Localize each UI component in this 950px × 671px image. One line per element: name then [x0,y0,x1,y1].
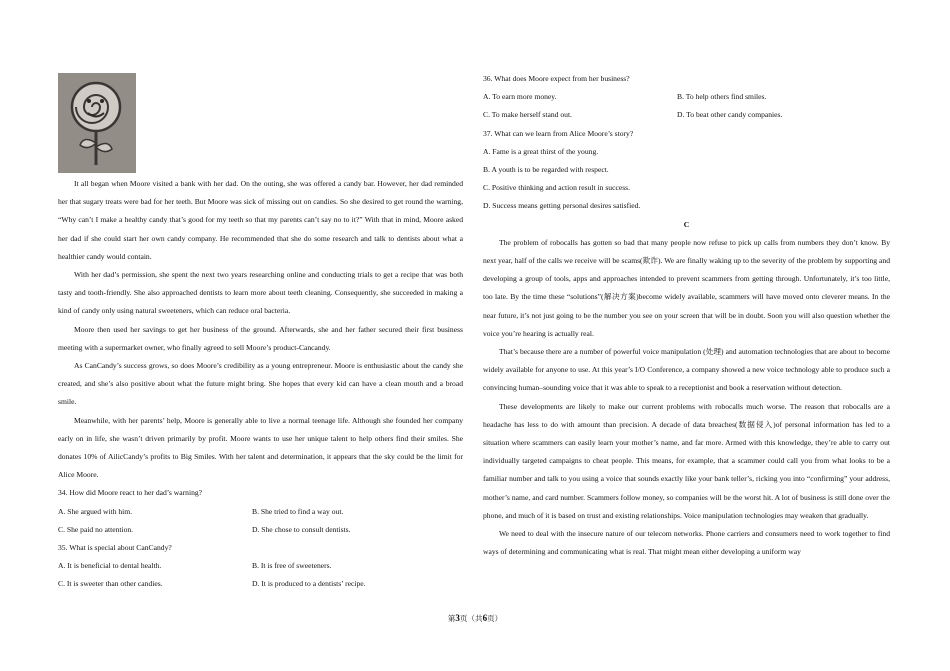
option-row [58,557,463,575]
footer-mid: 页（共 [459,614,483,623]
option-d: D. Success means getting personal desires satisfied. [483,201,641,211]
left-paragraph-1: It all began when Moore visited a bank with her dad. On the outing, she was offered a candy bar. However, her dad reminded her that sugary treats were bad for her teeth. But Moore was sick of missing out on candies. So she desired to get round the warning, “Why can’t I make a healthy candy that’s good for my teeth so that my parents can’t say no to it?” With that in mind, Moore asked her dad if she could start her own candy company. He recommended that she do some research and talk to dentists about what a healthier candy would contain. [58,179,463,261]
option-b: B. To help others find smiles. [677,92,767,102]
option-a: A. To earn more money. [483,92,557,102]
candy-flower-photo [58,73,136,173]
option-a: A. She argued with him. [58,506,133,516]
option-d: D. To beat other candy companies. [677,110,783,120]
question-stem: 35. What is special about CanCandy? [58,543,172,553]
option-c: C. She paid no attention. [58,524,134,534]
right-paragraph-2: That’s because there are a number of powerful voice manipulation (处理) and automation technologies that are about to become widely available for anyone to use. At this year’s I/O Conference, a company showed a new voice technology able to produce such a convincing human–sounding voice that it was able to speak to a receptionist and book a reservation without detection. [483,347,890,393]
left-paragraph-4: As CanCandy’s success grows, so does Moore’s credibility as a young entrepreneur. Moore is enthusiastic about the candy she created, and she’s also positive about what the future might bring. She hopes that every kid can have a clean mouth and a broad smile. [58,361,463,407]
option-b: B. It is free of sweeteners. [252,561,332,571]
question-35 [58,539,463,594]
option-a: A. Fame is a great thirst of the young. [483,146,599,156]
question-36 [483,70,890,125]
option-row [483,88,890,106]
left-paragraph-3: Moore then used her savings to get her business of the ground. Afterwards, she and her father secured their first business meeting with a supermarket owner, who finally agreed to sell Moore’s product-Cancandy. [58,324,463,352]
question-34 [58,484,463,539]
left-column [58,175,463,594]
question-37 [483,125,890,216]
right-paragraph-1: The problem of robocalls has gotten so bad that many people now refuse to pick up calls from numbers they don’t know. By next year, half of the calls we receive will be scams(欺诈). We are finally waking up to the severity of the problem by supporting and developing a group of tools, apps and approaches intended to prevent scammers from getting through. Unfortunately, it’s too little, too late. By the time these “solutions”(解决方案)become widely available, scammers will have moved onto cleverer means. In the near future, it’s not just going to be the number you see on your screen that will be in doubt. Soon you will also question whether the voice you’re hearing is actually real. [483,237,890,338]
section-heading: C [683,219,690,229]
footer-prefix: 第 [447,614,456,623]
left-paragraph-5: Meanwhile, with her parents’ help, Moore is generally able to live a normal teenage life. Although she founded her company early on in life, she wasn’t driven primarily by profit. Moore wants to use her unique talent to help others find their smiles. She donates 10% of AilicCandy’s profits to Big Smiles. With her talent and determination, it appears that the sky could be the limit for Alice Moore. [58,415,463,480]
footer-total-pages: 6 [482,613,488,623]
question-stem: 36. What does Moore expect from her business? [483,74,630,83]
option-b: B. She tried to find a way out. [252,506,344,516]
option-row [58,575,463,593]
option-c: C. It is sweeter than other candies. [58,579,163,589]
option-row [58,521,463,539]
question-stem: 37. What can we learn from Alice Moore’s story? [483,128,634,138]
right-column [483,70,890,561]
footer-suffix: 页） [487,614,503,623]
question-stem: 34. How did Moore react to her dad’s warning? [58,488,203,498]
option-d: D. It is produced to a dentists’ recipe. [252,579,366,589]
option-c: C. Positive thinking and action result in success. [483,183,631,193]
right-paragraph-3: These developments are likely to make our current problems with robocalls much worse. The reason that robocalls are a headache has less to do with amount than precision. A decade of data breaches(数据侵入)of personal information has led to a situation where scammers can easily learn your mother’s name, and far more. Armed with this knowledge, they’re able to carry out individually targeted campaigns to cheat people. This means, for example, that a scammer could call you from what looks to be a familiar number and talk to you using a voice that sounds exactly like your bank teller’s, ricking you into “confirming” your address, mother’s name, and card number. Scammers follow money, so companies will be the worst hit. A lot of business is still done over the phone, and much of it is based on trust and existing relationships. Voice manipulation technologies may weaken that gradually. [483,401,890,520]
option-c: C. To make herself stand out. [483,110,572,120]
page-footer [0,613,950,624]
option-b: B. A youth is to be regarded with respect. [483,165,609,175]
footer-page-number: 3 [455,613,460,623]
option-row [483,106,890,124]
option-row [58,503,463,521]
option-d: D. She chose to consult dentists. [252,524,351,534]
right-paragraph-4: We need to deal with the insecure nature of our telecom networks. Phone carriers and consumers need to work together to find ways of determining and communicating what is real. That might mean either developing a uniform way [483,529,890,557]
candy-flower-icon [58,73,136,173]
left-paragraph-2: With her dad’s permission, she spent the next two years researching online and conducting trials to get a recipe that was both tasty and tooth-friendly. She also approached dentists to learn more about teeth cleaning. Consequently, she succeeded in making a kind of candy only using natural sweeteners, which can reduce oral bacteria. [58,270,463,316]
option-a: A. It is beneficial to dental health. [58,561,162,571]
